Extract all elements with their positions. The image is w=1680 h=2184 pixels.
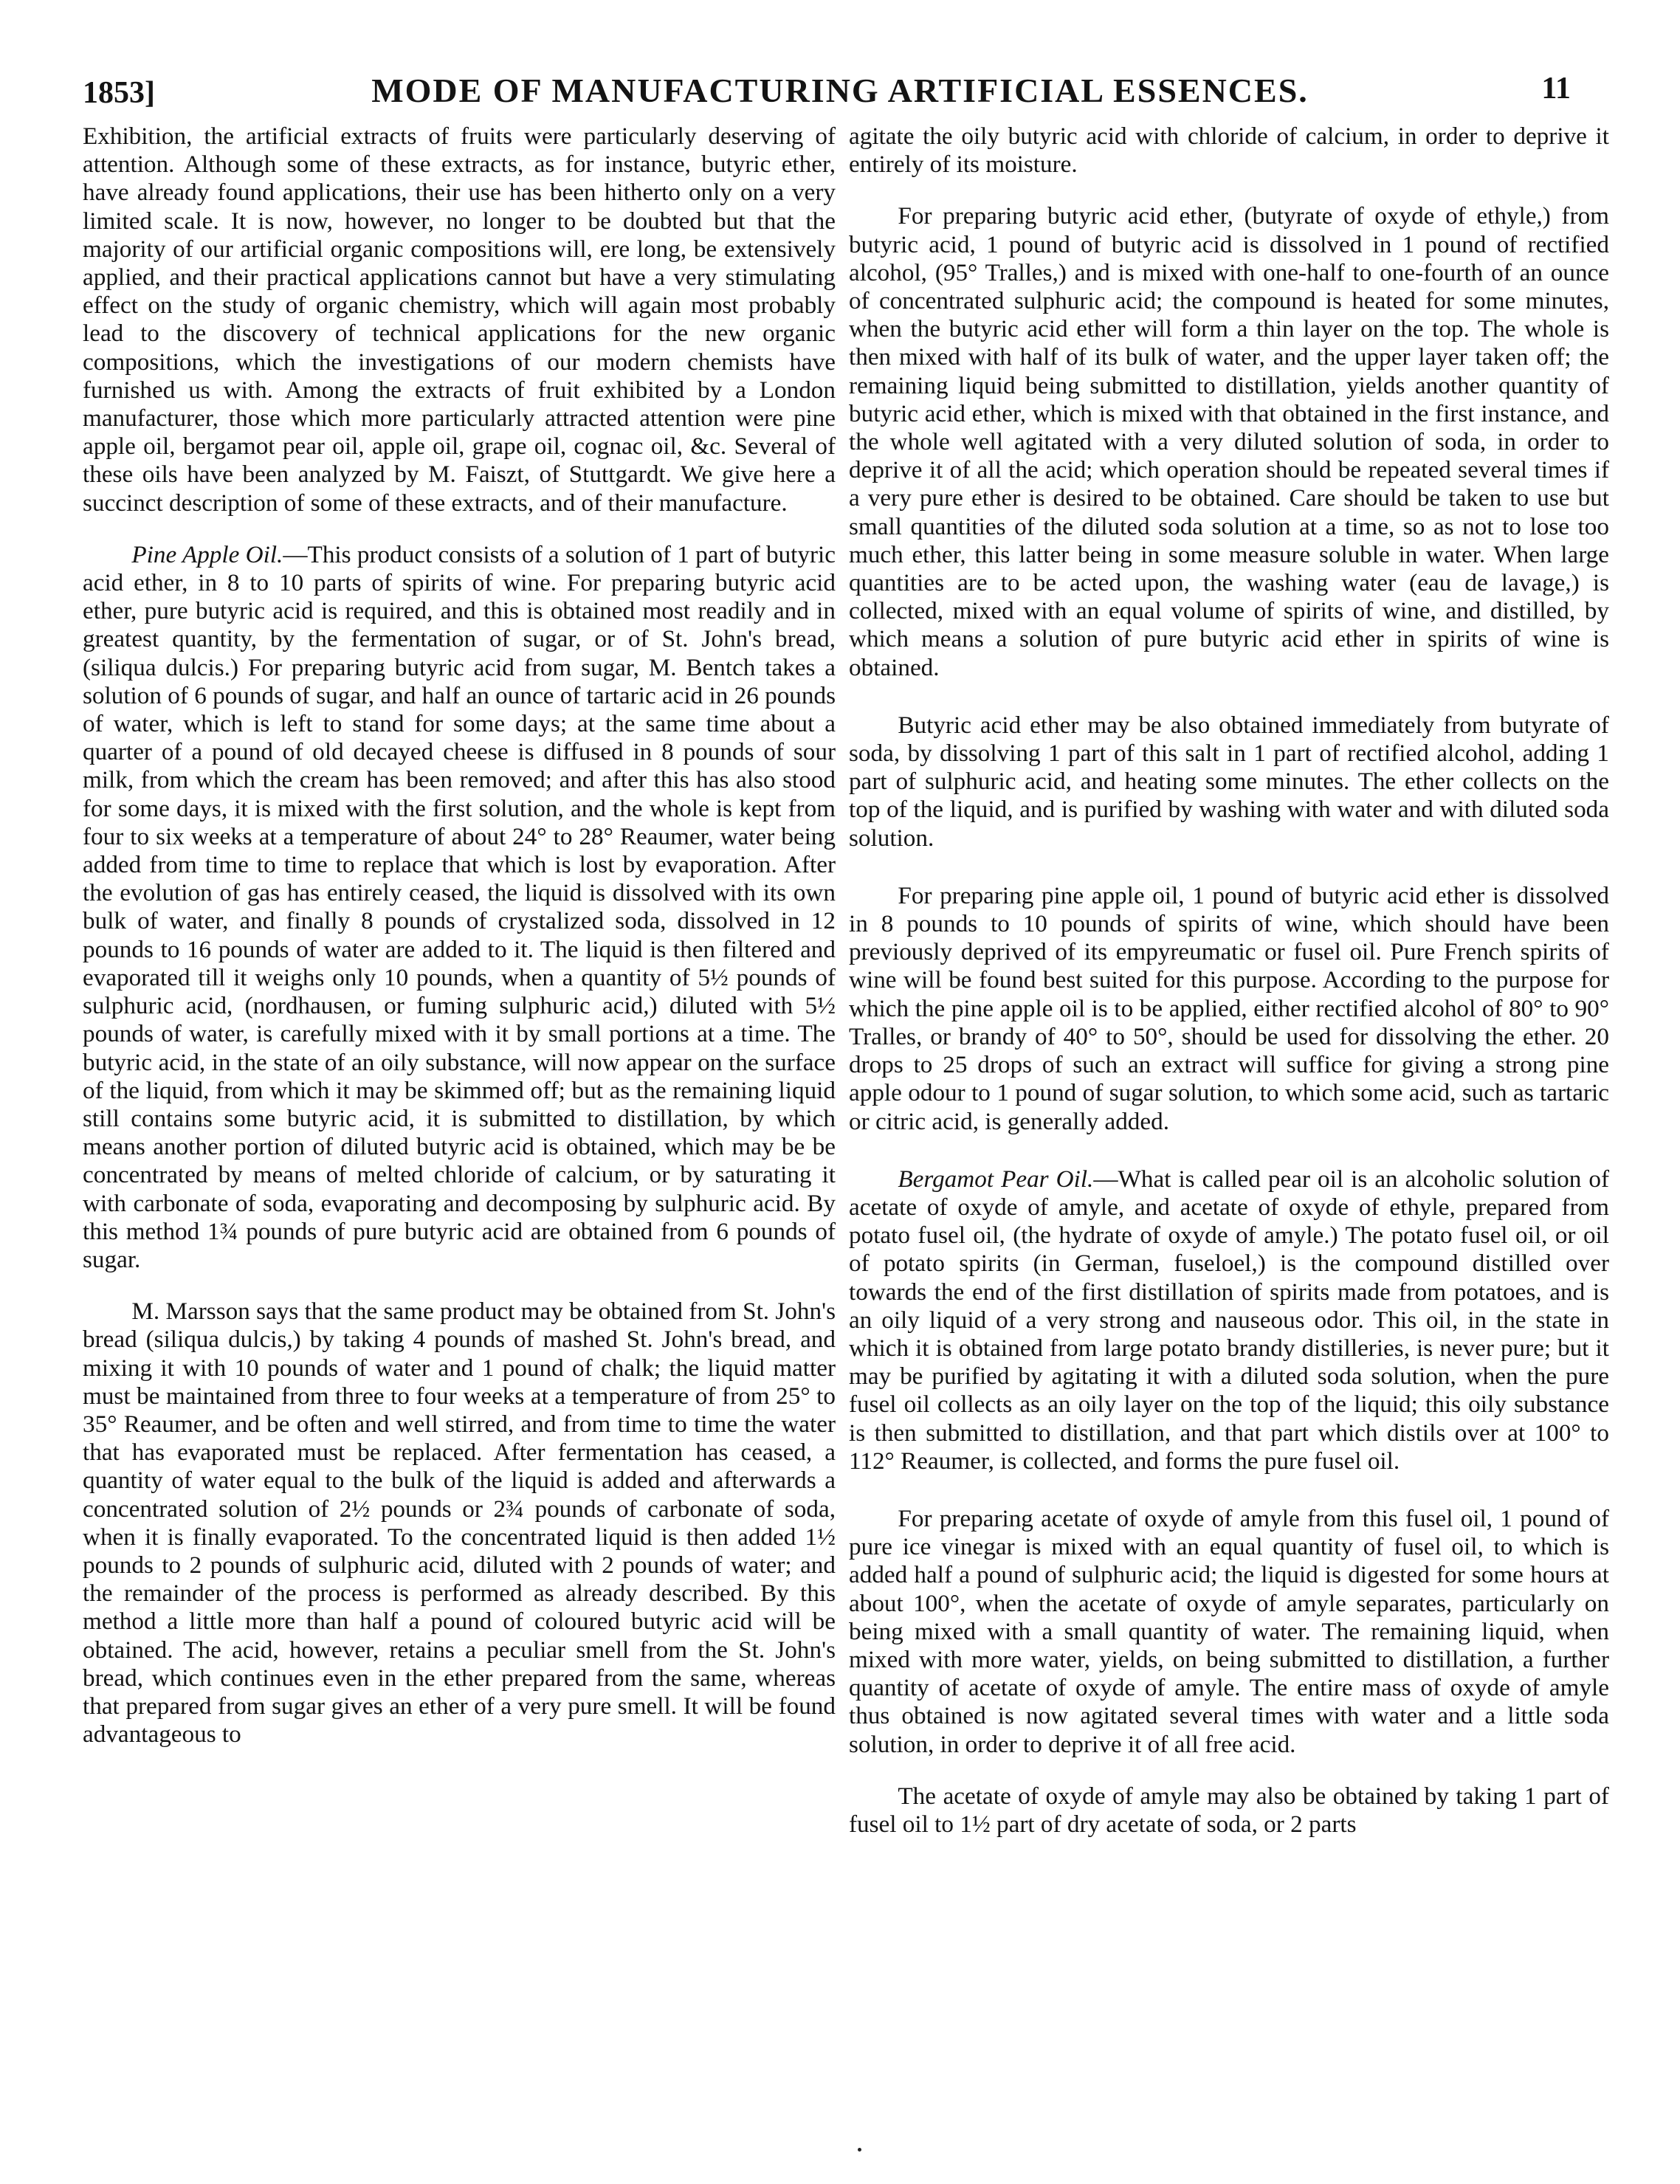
paragraph-preparing-pine-apple-oil: For preparing pine apple oil, 1 pound of butyric acid ether is dissolved in 8 pounds to 10 pounds of spirits of wine, which should have been previously deprived of its empyreumatic or fusel oil. Pure French spirits of wine will be found best suited for this purpose. According to the purpose for which the pine apple oil is to be applied, either rectified alcohol of 80° to 90° Tralles, or brandy of 40° to 50°, should be used for dissolving the ether. 20 drops to 25 drops of such an extract will suffice for giving a strong pine apple odour to 1 pound of sugar solution, to which some acid, such as tartaric or citric acid, is generally added. — [849, 881, 1609, 1135]
paragraph-bergamot-pear-oil — [849, 1165, 1609, 1475]
section-heading-pine-apple-oil: Pine Apple Oil. — [131, 540, 283, 568]
page-number: 11 — [1541, 72, 1571, 106]
print-mark — [858, 2148, 861, 2152]
paragraph-continuation: agitate the oily butyric acid with chloride of calcium, in order to deprive it entirely of its moisture. — [849, 123, 1609, 179]
paragraph-pine-apple-oil — [83, 541, 836, 1274]
paragraph-text: —What is called pear oil is an alcoholic solution of acetate of oxyde of amyle, and acetate of oxyde of ethyle, prepared from potato fusel oil, (the hydrate of oxyde of amyle.) The potato fusel oil, or oil of potato spirits (in German, fuseloel,) is the compound distilled over towards the end of the first distillation of spirits made from potatoes, and is an oily liquid of a very strong and nauseous odor. This oil, in the state in which it is obtained from large potato brandy distilleries, is never pure; but it may be purified by agitating it with a diluted soda solution, when the pure fusel oil collects as an oily layer on the top of the liquid; this oily substance is then submitted to distillation, and that part which distils over at 100° to 112° Reaumer, is collected, and forms the pure fusel oil. — [849, 1165, 1610, 1475]
running-header — [0, 0, 1680, 118]
paragraph-exhibition: Exhibition, the artificial extracts of fruits were particularly deserving of attention. Although some of these extracts, as for instance, butyric ether, have already found applications, their use has been hitherto only on a very limited scale. It is now, however, no longer to be doubted but that the majority of our artificial organic compositions will, ere long, be extensively applied, and their practical applications cannot but have a very stimulating effect on the study of organic chemistry, which will again most probably lead to the discovery of technical applications for the new organic compositions, which the investigations of our modern chemists have furnished us with. Among the extracts of fruit exhibited by a London manufacturer, those which more particularly attracted attention were pine apple oil, bergamot pear oil, apple oil, grape oil, cognac oil, &c. Several of these oils have been analyzed by M. Faiszt, of Stuttgardt. We give here a succinct description of some of these extracts, and of their manufacture. — [83, 123, 836, 517]
paragraph-acetate-alternative: The acetate of oxyde of amyle may also be obtained by taking 1 part of fusel oil to 1½ part of dry acetate of soda, or 2 parts — [849, 1782, 1609, 1838]
paragraph-text: —This product consists of a solution of 1 part of butyric acid ether, in 8 to 10 parts of spirits of wine. For preparing butyric acid ether, pure butyric acid is required, and this is obtained most readily and in greatest quantity, by the fermentation of sugar, or of St. John's bread, (siliqua dulcis.) For preparing butyric acid from sugar, M. Bentch takes a solution of 6 pounds of sugar, and half an ounce of tartaric acid in 26 pounds of water, which is left to stand for some days; at the same time about a quarter of a pound of old decayed cheese is diffused in 8 pounds of sour milk, from which the cream has been removed; and after this has also stood for some days, it is mixed with the first solution, and the whole is kept from four to six weeks at a temperature of about 24° to 28° Reaumer, water being added from time to time to replace that which is lost by evaporation. After the evolution of gas has entirely ceased, the liquid is dissolved with its own bulk of water, and finally 8 pounds of crystalized soda, dissolved in 12 pounds to 16 pounds of water are added to it. The liquid is then filtered and evaporated till it weighs only 10 pounds, when a quantity of 5½ pounds of sulphuric acid, (nordhausen, or fuming sulphuric acid,) diluted with 5½ pounds of water, is carefully mixed with it by small portions at a time. The butyric acid, in the state of an oily substance, will now appear on the surface of the liquid, from which it may be skimmed off; but as the remaining liquid still contains some butyric acid, it is submitted to distillation, by which means another portion of diluted butyric acid is obtained, which may be be concentrated by means of melted chloride of calcium, or by saturating it with carbonate of soda, evaporating and decomposing by sulphuric acid. By this method 1¾ pounds of pure butyric acid are obtained from 6 pounds of sugar. — [83, 540, 836, 1273]
header-year: 1853] — [83, 76, 155, 110]
paragraph-acetate-of-amyle: For preparing acetate of oxyde of amyle from this fusel oil, 1 pound of pure ice vinegar is mixed with an equal quantity of fusel oil, to which is added half a pound of sulphuric acid; the liquid is digested for some hours at about 100°, when the acetate of oxyde of amyle separates, particularly on being mixed with a small quantity of water. The remaining liquid, when mixed with more water, yields, on being submitted to distillation, a further quantity of acetate of oxyde of amyle. The entire mass of oxyde of amyle thus obtained is now agitated several times with water and a little soda solution, in order to deprive it of all free acid. — [849, 1504, 1609, 1758]
paragraph-marsson: M. Marsson says that the same product may be obtained from St. John's bread (siliqua dulcis,) by taking 4 pounds of mashed St. John's bread, and mixing it with 10 pounds of water and 1 pound of chalk; the liquid matter must be maintained from three to four weeks at a temperature of from 25° to 35° Reaumer, and be often and well stirred, and from time to time the water that has evaporated must be replaced. After fermentation has ceased, a quantity of water equal to the bulk of the liquid is added and afterwards a concentrated solution of 2½ pounds or 2¾ pounds of carbonate of soda, when it is finally evaporated. To the concentrated liquid is then added 1½ pounds to 2 pounds of sulphuric acid, diluted with 2 pounds of water; and the remainder of the process is performed as already described. By this method a little more than half a pound of coloured butyric acid will be obtained. The acid, however, retains a peculiar smell from the St. John's bread, which continues even in the ether prepared from the same, whereas that prepared from sugar gives an ether of a very pure smell. It will be found advantageous to — [83, 1298, 836, 1749]
right-column — [849, 123, 1609, 1839]
header-title: MODE OF MANUFACTURING ARTIFICIAL ESSENCES. — [371, 72, 1309, 109]
paragraph-butyric-ether: For preparing butyric acid ether, (butyrate of oxyde of ethyle,) from butyric acid, 1 pound of butyric acid is dissolved in 1 pound of rectified alcohol, (95° Tralles,) and is mixed with one-half to one-fourth of an ounce of concentrated sulphuric acid; the compound is heated for some minutes, when the butyric acid ether will form a thin layer on the top. The whole is then mixed with half of its bulk of water, and the upper layer taken off; the remaining liquid being submitted to distillation, yields another quantity of butyric acid ether, which is mixed with that obtained in the first instance, and the whole well agitated with a very diluted solution of soda, in order to deprive it of all the acid; which operation should be repeated several times if a very pure ether is desired to be obtained. Care should be taken to use but small quantities of the diluted soda solution at a time, so as not to lose too much ether, this latter being in some measure soluble in water. When large quantities are to be acted upon, the washing water (eau de lavage,) is collected, mixed with an equal volume of spirits of wine, and distilled, by which means a solution of pure butyric acid ether in spirits of wine is obtained. — [849, 202, 1609, 681]
left-column — [83, 123, 836, 1749]
section-heading-bergamot-pear-oil: Bergamot Pear Oil. — [898, 1165, 1094, 1193]
paragraph-butyrate-of-soda: Butyric acid ether may be also obtained immediately from butyrate of soda, by dissolving 1 part of this salt in 1 part of rectified alcohol, adding 1 part of sulphuric acid, and heating some minutes. The ether collects on the top of the liquid, and is purified by washing with water and with diluted soda solution. — [849, 711, 1609, 852]
